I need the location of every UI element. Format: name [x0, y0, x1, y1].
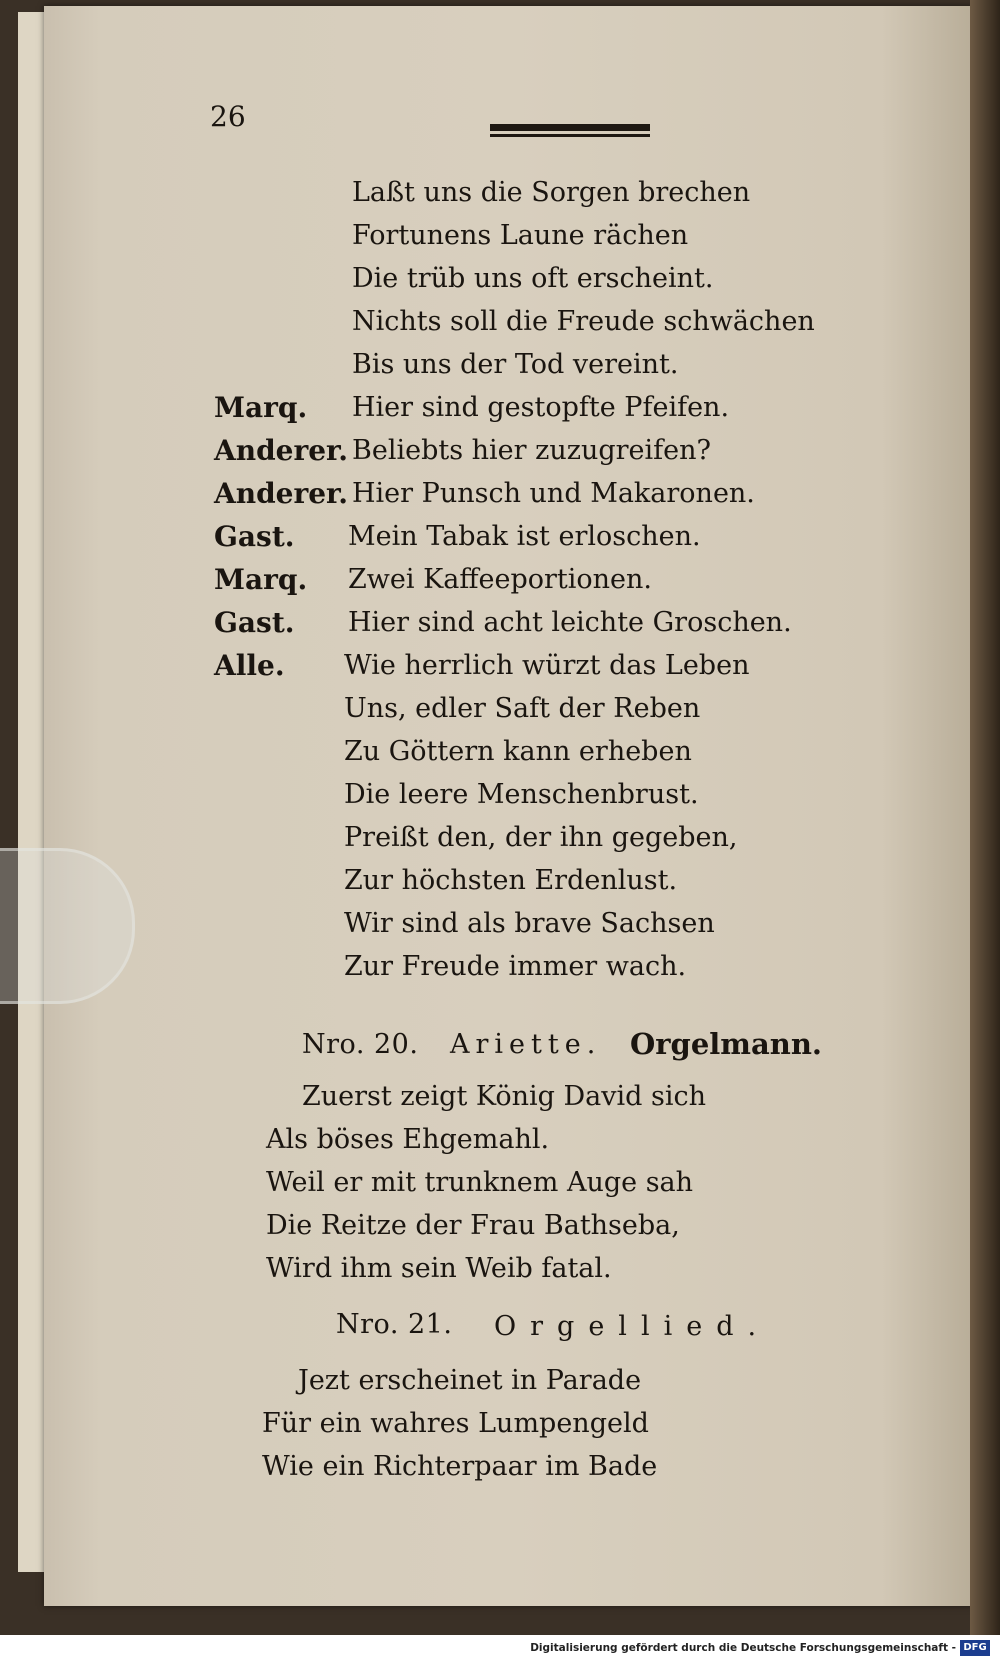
character-name: Orgelmann.: [630, 1027, 823, 1061]
verse-line: Uns, edler Saft der Reben: [344, 693, 701, 724]
speaker-label: Marq.: [214, 391, 308, 424]
verse-line: Hier sind gestopfte Pfeifen.: [352, 392, 730, 423]
verse-line: Hier Punsch und Makaronen.: [352, 478, 755, 509]
verse-line: Zu Göttern kann erheben: [344, 736, 692, 767]
verse-line: Zur höchsten Erdenlust.: [344, 865, 678, 896]
section-type: Orgellied.: [494, 1311, 771, 1342]
verse-line: Zuerst zeigt König David sich: [302, 1081, 706, 1112]
speaker-label: Gast.: [214, 606, 295, 639]
verse-line: Wird ihm sein Weib fatal.: [266, 1253, 612, 1284]
speaker-label: Anderer.: [214, 477, 348, 510]
verse-line: Die trüb uns oft erscheint.: [352, 263, 714, 294]
verse-line: Zur Freude immer wach.: [344, 951, 687, 982]
verse-line: Bis uns der Tod vereint.: [352, 349, 679, 380]
footer-credit: Digitalisierung gefördert durch die Deutsche Forschungsgemeinschaft -: [530, 1642, 956, 1654]
page-gutter: [970, 0, 1000, 1635]
verse-line: Nichts soll die Freude schwächen: [352, 306, 815, 337]
verse-line: Die Reitze der Frau Bathseba,: [266, 1210, 680, 1241]
dfg-logo: DFG: [960, 1640, 990, 1656]
verse-line: Wir sind als brave Sachsen: [344, 908, 715, 939]
verse-line: Als böses Ehgemahl.: [266, 1124, 550, 1155]
verse-line: Weil er mit trunknem Auge sah: [266, 1167, 694, 1198]
verse-line: Jezt erscheinet in Parade: [298, 1365, 642, 1396]
verse-line: Preißt den, der ihn gegeben,: [344, 822, 738, 853]
page-number: 26: [210, 100, 246, 133]
speaker-label: Anderer.: [214, 434, 348, 467]
header-ornament: [490, 124, 650, 137]
speaker-label: Gast.: [214, 520, 295, 553]
verse-line: Beliebts hier zuzugreifen?: [352, 435, 712, 466]
footer-bar: [0, 1635, 1000, 1664]
section-number: Nro. 20.: [302, 1029, 419, 1060]
verse-line: Laßt uns die Sorgen brechen: [352, 177, 751, 208]
verse-line: Für ein wahres Lumpengeld: [262, 1408, 649, 1439]
verse-line: Mein Tabak ist erloschen.: [348, 521, 701, 552]
verse-line: Hier sind acht leichte Groschen.: [348, 607, 792, 638]
speaker-label: Alle.: [214, 649, 285, 682]
verse-line: Wie herrlich würzt das Leben: [344, 650, 750, 681]
section-type: Ariette.: [450, 1029, 602, 1060]
speaker-label: Marq.: [214, 563, 308, 596]
verse-line: Die leere Menschenbrust.: [344, 779, 699, 810]
verse-line: Wie ein Richterpaar im Bade: [262, 1451, 658, 1482]
verse-line: Fortunens Laune rächen: [352, 220, 689, 251]
verse-line: Zwei Kaffeeportionen.: [348, 564, 653, 595]
section-number: Nro. 21.: [336, 1309, 453, 1340]
